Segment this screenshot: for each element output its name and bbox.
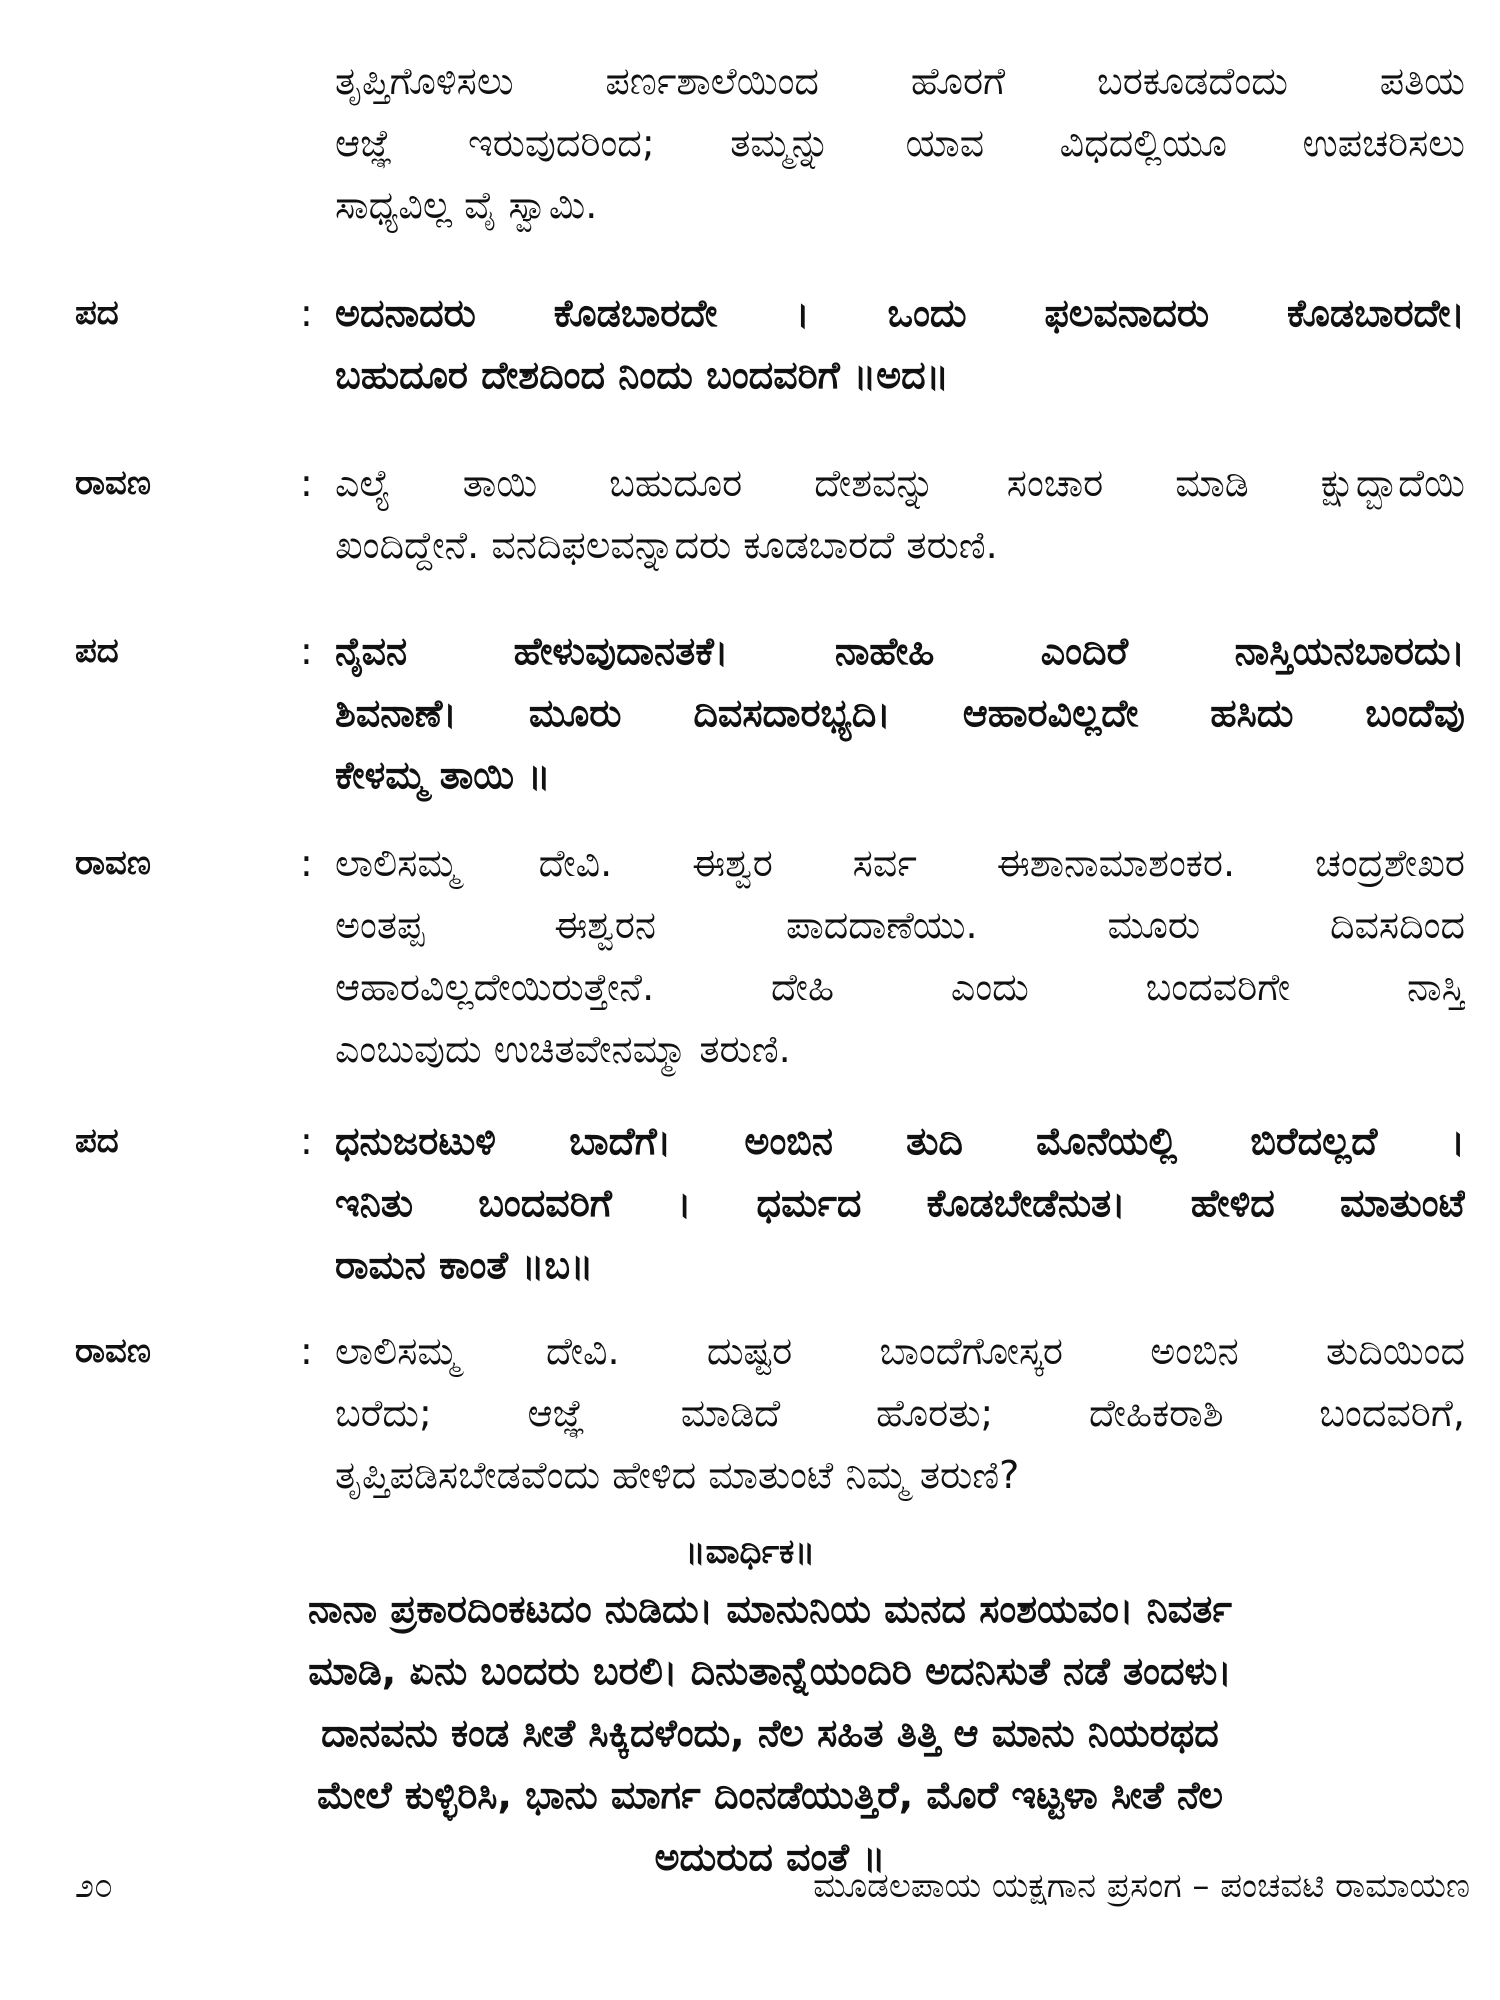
text-line: ಇನಿತು ಬಂದವರಿಗೆ । ಧರ್ಮದ ಕೊಡಬೇಡೆನುತ। ಹೇಳಿದ ಮಾತುಂಟೆ	[335, 1181, 1465, 1225]
text-line: ನಾನಾ ಪ್ರಕಾರದಿಂಕಟದಂ ನುಡಿದು। ಮಾನುನಿಯ ಮನದ ಸಂಶಯವಂ। ನಿವರ್ತ	[308, 1587, 1232, 1631]
text-line: ತೃಪ್ತಿಪಡಿಸಬೇಡವೆಂದು ಹೇಳಿದ ಮಾತುಂಟೆ ನಿಮ್ಮ ತರುಣಿ?	[335, 1453, 1020, 1497]
text-line: ಶಿವನಾಣೆ। ಮೂರು ದಿವಸದಾರಭ್ಯದಿ। ಆಹಾರವಿಲ್ಲದೇ ಹಸಿದು ಬಂದೆವು	[335, 691, 1465, 735]
text-line: ನೈವನ ಹೇಳುವುದಾನತಕೆ। ನಾಹೇಹಿ ಎಂದಿರೆ ನಾಸ್ತಿಯನಬಾರದು।	[335, 629, 1465, 673]
dialogue-paragraph	[335, 832, 1465, 1080]
speaker-label: ರಾವಣ	[75, 463, 151, 503]
text-line: ಅದನಾದರು ಕೊಡಬಾರದೇ । ಒಂದು ಫಲವನಾದರು ಕೊಡಬಾರದೇ।	[335, 291, 1465, 335]
dialogue-paragraph	[335, 1320, 1465, 1506]
speaker-label: ಪದ	[75, 631, 119, 671]
text-line: ಸಾಧ್ಯವಿಲ್ಲ ವೈ ಸ್ವಾಮಿ.	[335, 183, 598, 227]
speaker-colon: :	[300, 1329, 313, 1373]
text-line: ಎಲ್ಯೆ ತಾಯಿ ಬಹುದೂರ ದೇಶವನ್ನು ಸಂಚಾರ ಮಾಡಿ ಕ್ಷುದ್ಬಾದೆಯಿ	[335, 461, 1465, 505]
speaker-colon: :	[300, 461, 313, 505]
song-verse	[335, 282, 1465, 406]
speaker-label: ರಾವಣ	[75, 1331, 151, 1371]
text-line: ಅದುರುದ ವಂತೆ ॥	[654, 1835, 886, 1879]
text-line: ಧನುಜರಟುಳಿ ಬಾದೆಗೆ। ಅಂಬಿನ ತುದಿ ಮೊನೆಯಲ್ಲಿ ಬಿರೆದಲ್ಲದೆ ।	[335, 1119, 1465, 1163]
intro-paragraph	[335, 50, 1465, 236]
text-line: ರಾಮನ ಕಾಂತೆ ॥ಬ॥	[335, 1243, 594, 1287]
text-line: ಮಾಡಿ, ಏನು ಬಂದರು ಬರಲಿ। ದಿನುತಾನ್ನೆಯಂದಿರಿ ಅದನಿಸುತೆ ನಡೆ ತಂದಳು।	[308, 1649, 1232, 1693]
text-line: ಬರೆದು; ಆಜ್ಞೆ ಮಾಡಿದೆ ಹೊರತು; ದೇಹಿಕರಾಶಿ ಬಂದವರಿಗೆ,	[335, 1391, 1465, 1435]
song-verse	[335, 1110, 1465, 1296]
text-line: ಆಹಾರವಿಲ್ಲದೇಯಿರುತ್ತೇನೆ. ದೇಹಿ ಎಂದು ಬಂದವರಿಗೇ ನಾಸ್ತಿ	[335, 965, 1465, 1009]
speaker-colon: :	[300, 291, 313, 335]
text-line: ತೃಪ್ತಿಗೊಳಿಸಲು ಪರ್ಣಶಾಲೆಯಿಂದ ಹೊರಗೆ ಬರಕೂಡದೆಂದು ಪತಿಯ	[335, 59, 1465, 103]
speaker-label: ಪದ	[75, 1121, 119, 1161]
running-title: ಮೂಡಲಪಾಯ ಯಕ್ಷಗಾನ ಪ್ರಸಂಗ – ಪಂಚವಟಿ ರಾಮಾಯಣ	[813, 1866, 1470, 1906]
text-line: ಕೇಳಮ್ಮ ತಾಯಿ ॥	[335, 753, 551, 797]
dialogue-paragraph	[335, 452, 1465, 576]
text-line: ಲಾಲಿಸಮ್ಮ ದೇವಿ. ಈಶ್ವರ ಸರ್ವ ಈಶಾನಾಮಾಶಂಕರ. ಚಂದ್ರಶೇಖರ	[335, 841, 1465, 885]
text-line: ಖಂದಿದ್ದೇನೆ. ವನದಿಫಲವನ್ನಾದರು ಕೂಡಬಾರದೆ ತರುಣಿ.	[335, 523, 998, 567]
speaker-label: ರಾವಣ	[75, 843, 151, 883]
page-number: ೨೦	[75, 1866, 114, 1906]
section-heading: ॥ವಾರ್ಧಿಕ॥	[684, 1532, 816, 1572]
speaker-colon: :	[300, 629, 313, 673]
text-line: ಎಂಬುವುದು ಉಚಿತವೇನಮ್ಮಾ ತರುಣಿ.	[335, 1027, 791, 1071]
song-verse	[335, 620, 1465, 806]
vardhika-verse	[100, 1578, 1440, 1888]
text-line: ದಾನವನು ಕಂಡ ಸೀತೆ ಸಿಕ್ಕಿದಳೆಂದು, ನೆಲ ಸಹಿತ ತಿತ್ತಿ ಆ ಮಾನು ನಿಯರಥದ	[321, 1711, 1219, 1755]
text-line: ಮೇಲೆ ಕುಳ್ಳಿರಿಸಿ, ಭಾನು ಮಾರ್ಗ ದಿಂನಡೆಯುತ್ತಿರೆ, ಮೊರೆ ಇಟ್ಟಳಾ ಸೀತೆ ನೆಲ	[316, 1773, 1224, 1817]
speaker-colon: :	[300, 841, 313, 885]
speaker-colon: :	[300, 1119, 313, 1163]
text-line: ಆಜ್ಞೆ ಇರುವುದರಿಂದ; ತಮ್ಮನ್ನು ಯಾವ ವಿಧದಲ್ಲಿಯೂ ಉಪಚರಿಸಲು	[335, 121, 1465, 165]
text-line: ಬಹುದೂರ ದೇಶದಿಂದ ನಿಂದು ಬಂದವರಿಗೆ ॥ಅದ॥	[335, 353, 949, 397]
text-line: ಅಂತಪ್ಪ ಈಶ್ವರನ ಪಾದದಾಣೆಯು. ಮೂರು ದಿವಸದಿಂದ	[335, 903, 1465, 947]
speaker-label: ಪದ	[75, 293, 119, 333]
text-line: ಲಾಲಿಸಮ್ಮ ದೇವಿ. ದುಷ್ಟರ ಬಾಂದೆಗೋಸ್ಕರ ಅಂಬಿನ ತುದಿಯಿಂದ	[335, 1329, 1465, 1373]
